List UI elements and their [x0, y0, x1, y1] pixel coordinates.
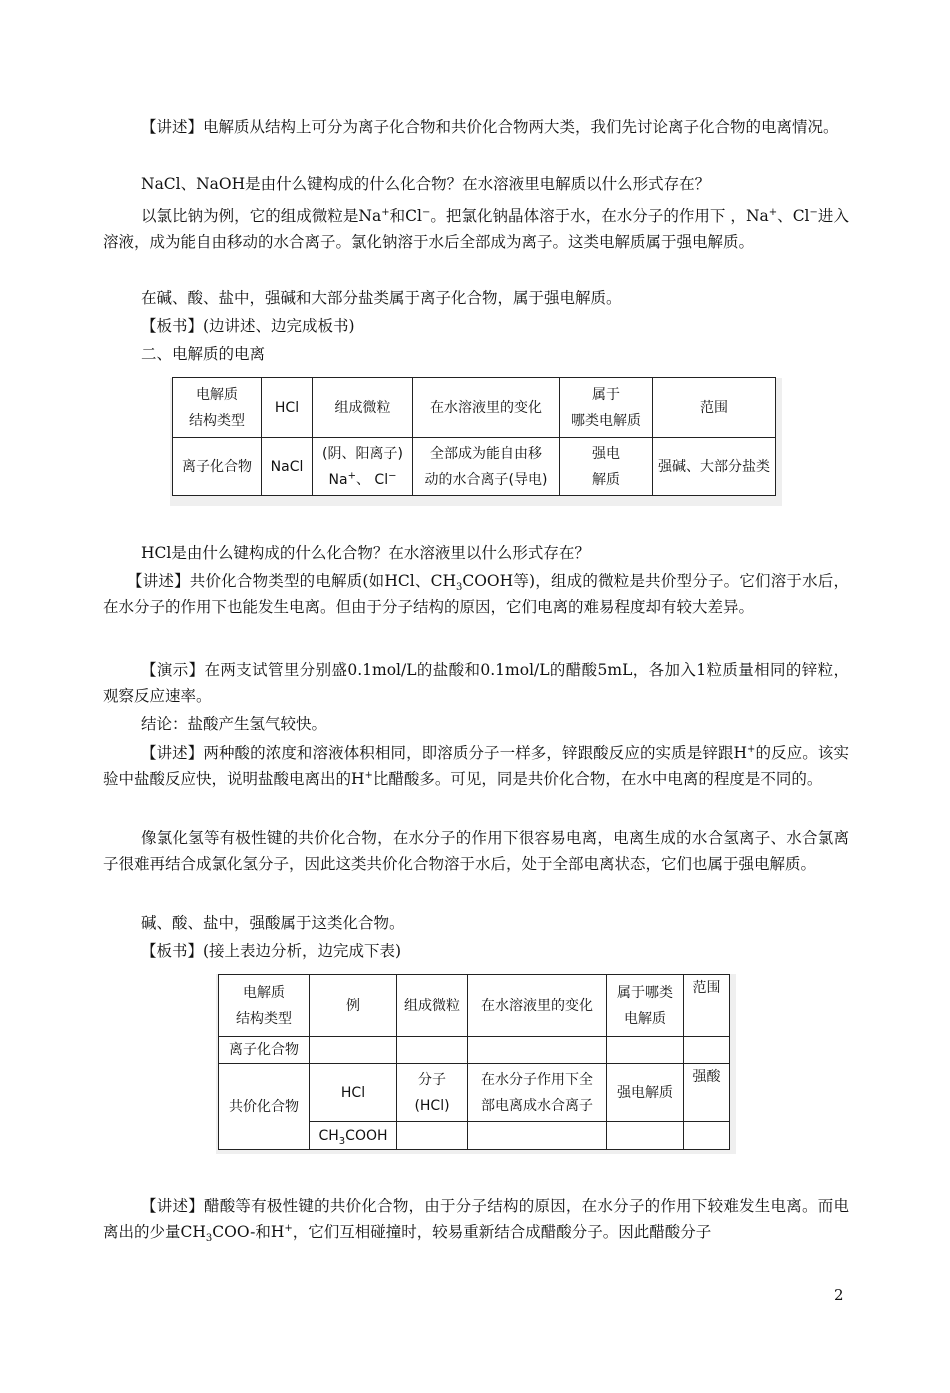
table2-header-particles: 组成微粒	[397, 975, 468, 1037]
table2-empty-cell	[684, 1037, 730, 1064]
table2-header-scope: 范围	[684, 975, 730, 1037]
table1-cell-strong: 强电 解质	[560, 438, 653, 496]
paragraph-acid-comparison: 【讲述】两种酸的浓度和溶液体积相同，即溶质分子一样多，锌跟酸反应的实质是锌跟H+的反应。该实验中盐酸反应快，说明盐酸电离出的H+比醋酸多。可见，同是共价化合物，在水中电离的程度是不同的。	[103, 743, 849, 788]
table1-cell-nacl: NaCl	[262, 438, 313, 496]
paragraph-nacl-example: 以氯比钠为例，它的组成微粒是Na+和Cl−。把氯化钠晶体溶于水，在水分子的作用下 ，Na+、Cl−进入溶液，成为能自由移动的水合离子。氯化钠溶于水后全部成为离子。这类电解质属于强电解质。	[103, 206, 849, 251]
table1-cell-ions: (阴、阳离子) Na+、 Cl−	[313, 438, 413, 496]
paragraph-board-note-2: 【板书】(接上表边分析，边完成下表)	[141, 942, 402, 960]
table2-cell-hcl: HCl	[310, 1064, 397, 1122]
table1-cell-change: 全部成为能自由移 动的水合离子(导电)	[413, 438, 560, 496]
table1-header-type: 电解质 结构类型	[173, 378, 262, 438]
table1-header-category: 属于 哪类电解质	[560, 378, 653, 438]
electrolyte-table-1	[172, 377, 776, 496]
table2-cell-molecule: 分子 (HCl)	[397, 1064, 468, 1122]
table2-empty-cell	[468, 1122, 607, 1150]
paragraph-hcl-strong: 像氯化氢等有极性键的共价化合物，在水分子的作用下很容易电离，电离生成的水合氢离子、水合氯离子很难再结合成氯化氢分子，因此这类共价化合物溶于水后，处于全部电离状态，它们也属于强电解质。	[103, 829, 849, 873]
table2-cell-ionic: 离子化合物	[219, 1037, 310, 1064]
paragraph-lecture-intro: 【讲述】电解质从结构上可分为离子化合物和共价化合物两大类，我们先讨论离子化合物的电离情况。	[141, 118, 839, 136]
table1-cell-ionic: 离子化合物	[173, 438, 262, 496]
table1-cell-scope: 强碱、大部分盐类	[653, 438, 776, 496]
paragraph-question-hcl: HCl是由什么键构成的什么化合物？在水溶液里以什么形式存在？	[141, 544, 590, 562]
table2-empty-cell	[468, 1037, 607, 1064]
paragraph-strong-base: 在碱、酸、盐中，强碱和大部分盐类属于离子化合物，属于强电解质。	[141, 289, 622, 307]
table2-empty-cell	[607, 1122, 684, 1150]
table1-header-scope: 范围	[653, 378, 776, 438]
table2-cell-strong-acid: 强酸	[684, 1064, 730, 1122]
table2-empty-cell	[397, 1037, 468, 1064]
table2-header-category: 属于哪类 电解质	[607, 975, 684, 1037]
paragraph-question-nacl: NaCl、NaOH是由什么键构成的什么化合物？在水溶液里电解质以什么形式存在？	[141, 175, 711, 193]
table1-header-change: 在水溶液里的变化	[413, 378, 560, 438]
table2-cell-acetic: $CH_3COOH$	[310, 1122, 397, 1150]
paragraph-strong-acids: 碱、酸、盐中，强酸属于这类化合物。	[141, 914, 405, 932]
table2-header-change: 在水溶液里的变化	[468, 975, 607, 1037]
section-heading-ionization: 二、电解质的电离	[141, 345, 266, 363]
table2-header-type: 电解质 结构类型	[219, 975, 310, 1037]
table2-cell-covalent: 共价化合物	[219, 1064, 310, 1150]
table1-header-hcl: HCl	[262, 378, 313, 438]
table2-empty-cell	[607, 1037, 684, 1064]
paragraph-board-note: 【板书】(边讲述、边完成板书)	[141, 317, 355, 335]
table2-cell-strong: 强电解质	[607, 1064, 684, 1122]
electrolyte-table-2	[218, 974, 730, 1150]
paragraph-covalent-lecture: 【讲述】共价化合物类型的电解质(如HCl、$CH_3COOH$等)，组成的微粒是共价型分子。它们溶于水后，在水分子的作用下也能发生电离。但由于分子结构的原因，它们电离的难易程度却有较大差异。	[103, 572, 850, 616]
page-number: 2	[834, 1286, 844, 1304]
table2-empty-cell	[310, 1037, 397, 1064]
paragraph-acetic-acid: 【讲述】醋酸等有极性键的共价化合物，由于分子结构的原因，在水分子的作用下较难发生电离。而电离出的少量$CH_3COO-$和H+，它们互相碰撞时，较易重新结合成醋酸分子。因此醋酸分子	[103, 1197, 849, 1245]
table2-cell-change: 在水分子作用下全 部电离成水合离子	[468, 1064, 607, 1122]
paragraph-conclusion: 结论：盐酸产生氢气较快。	[141, 715, 328, 733]
paragraph-demonstration: 【演示】在两支试管里分别盛0.1mol/L的盐酸和0.1mol/L的醋酸5mL，各加入1粒质量相同的锌粒，观察反应速率。	[103, 661, 849, 705]
table2-header-example: 例	[310, 975, 397, 1037]
table2-empty-cell	[397, 1122, 468, 1150]
table1-header-particles: 组成微粒	[313, 378, 413, 438]
table2-empty-cell	[684, 1122, 730, 1150]
